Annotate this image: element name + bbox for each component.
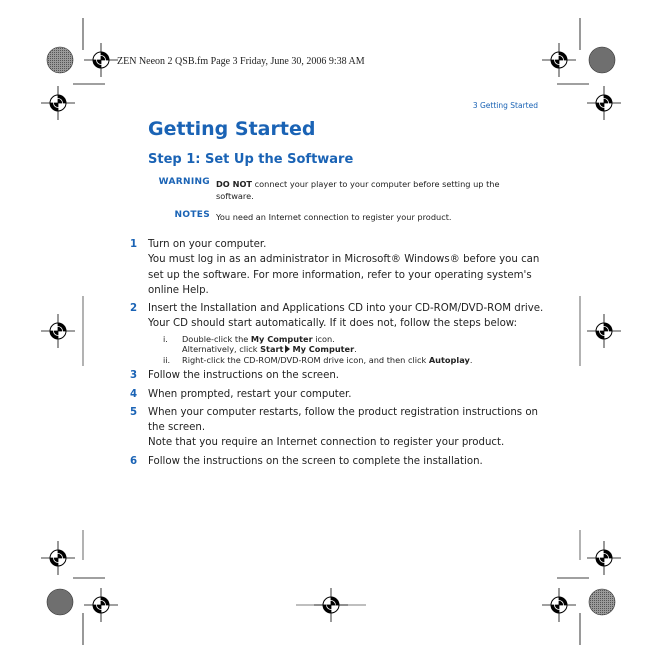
starburst-top-left	[47, 47, 73, 73]
step-item-5	[130, 405, 550, 451]
step-item-1	[130, 237, 550, 298]
starburst-bottom-right	[589, 589, 615, 615]
substep-text: Right-click the CD-ROM/DVD-ROM drive icon, and then click	[182, 354, 429, 365]
step-number: 2	[130, 303, 138, 315]
step-item-3	[130, 368, 550, 383]
step-line: Follow the instructions on the screen to complete the installation.	[148, 455, 483, 467]
notes-text: You need an Internet connection to register your product.	[216, 212, 452, 222]
menu-arrow-icon	[285, 345, 290, 353]
step-number: 3	[130, 370, 138, 382]
notes-label: NOTES	[174, 210, 210, 220]
step-number: 6	[130, 455, 138, 467]
substep-text: Double-click the	[182, 333, 251, 344]
starburst-top-right	[589, 47, 615, 73]
step-number: 4	[130, 388, 138, 400]
step-item-2	[130, 301, 550, 365]
substep-emphasis: Autoplay	[428, 354, 470, 365]
substep-emphasis: My Computer	[250, 333, 313, 344]
substep-text: .	[354, 344, 357, 355]
step-line: You must log in as an administrator in Microsoft® Windows® before you can set up the software. For more information, refer to your operating system's online Help.	[148, 254, 540, 296]
substep-number: ii.	[163, 354, 171, 365]
step-number: 1	[130, 239, 138, 250]
substep-text: Alternatively, click	[182, 344, 261, 355]
step-line: Note that you require an Internet connection to register your product.	[148, 437, 505, 449]
step-line: When your computer restarts, follow the product registration instructions on the screen.	[148, 406, 539, 434]
warning-emphasis: DO NOT	[216, 179, 253, 189]
step-item-4	[130, 387, 550, 402]
substeps	[148, 334, 550, 366]
step-item-6	[130, 454, 550, 469]
substep-text: icon.	[312, 333, 335, 344]
step-line: Insert the Installation and Applications CD into your CD-ROM/DVD-ROM drive. Your CD should start automatically. If it does not, follow the steps below:	[148, 303, 544, 330]
substep-text: .	[469, 354, 473, 365]
running-head: 3 Getting Started	[472, 101, 538, 110]
substep-ii	[148, 355, 550, 366]
page-title: Getting Started	[148, 118, 316, 140]
substep-i	[148, 334, 550, 355]
substep-number: i.	[163, 333, 168, 344]
step-line: Turn on your computer.	[148, 239, 267, 250]
warning-label: WARNING	[158, 177, 210, 187]
step-line: When prompted, restart your computer.	[148, 388, 352, 400]
step-heading: Step 1: Set Up the Software	[148, 152, 354, 167]
start-menu-label: Start	[260, 344, 284, 355]
warning-text	[216, 178, 526, 202]
step-line: Follow the instructions on the screen.	[148, 370, 340, 382]
my-computer-label: My Computer	[292, 344, 355, 355]
warning-body: connect your player to your computer before setting up the software.	[216, 179, 500, 201]
step-number: 5	[130, 406, 138, 418]
steps-list	[130, 237, 550, 469]
file-info-line: ZEN Neeon 2 QSB.fm Page 3 Friday, June 30, 2006 9:38 AM	[117, 56, 365, 67]
starburst-bottom-left	[47, 589, 73, 615]
